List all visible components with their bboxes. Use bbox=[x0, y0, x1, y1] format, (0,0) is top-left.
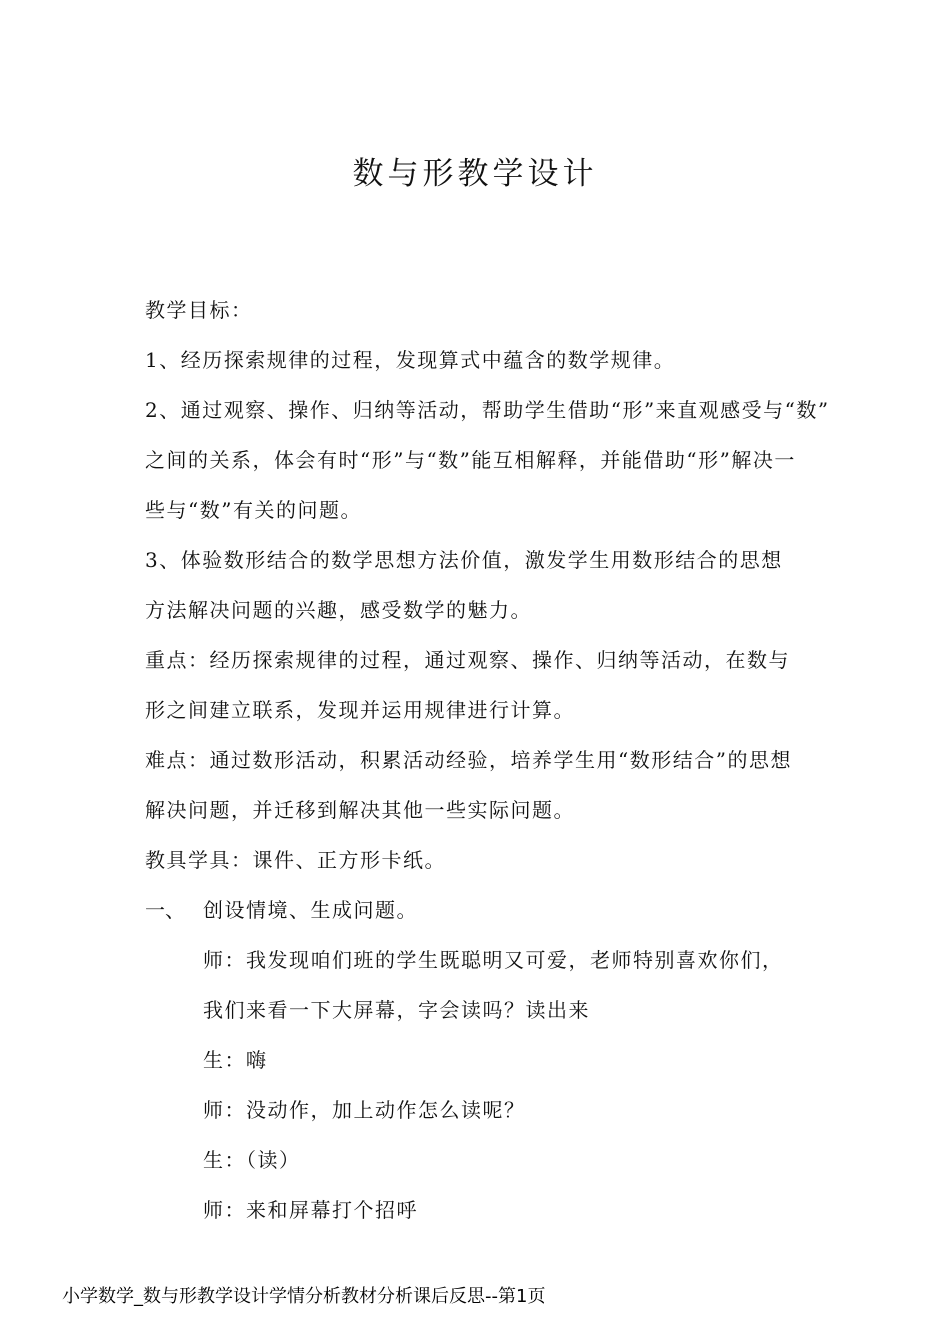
objective-2-line-2: 之间的关系，体会有时“形”与“数”能互相解释，并能借助“形”解决一 bbox=[145, 448, 796, 472]
objectives-heading: 教学目标： bbox=[145, 298, 253, 322]
objective-1: 1、经历探索规律的过程，发现算式中蕴含的数学规律。 bbox=[145, 348, 676, 372]
dialogue-line-1: 师：我发现咱们班的学生既聪明又可爱，老师特别喜欢你们， bbox=[203, 948, 784, 972]
key-point-line-1: 重点：经历探索规律的过程，通过观察、操作、归纳等活动，在数与 bbox=[145, 648, 790, 672]
section-heading: 创设情境、生成问题。 bbox=[203, 898, 418, 922]
page-footer: 小学数学_数与形教学设计学情分析教材分析课后反思--第1页 bbox=[62, 1286, 546, 1307]
teaching-aids: 教具学具：课件、正方形卡纸。 bbox=[145, 848, 446, 872]
difficulty-line-1: 难点：通过数形活动，积累活动经验，培养学生用“数形结合”的思想 bbox=[145, 748, 792, 772]
objective-3-line-2: 方法解决问题的兴趣，感受数学的魅力。 bbox=[145, 598, 532, 622]
objective-2-line-3: 些与“数”有关的问题。 bbox=[145, 498, 362, 522]
document-title: 数与形教学设计 bbox=[352, 156, 598, 192]
section-number: 一、 bbox=[145, 898, 185, 922]
objective-2-line-1: 2、通过观察、操作、归纳等活动，帮助学生借助“形”来直观感受与“数” bbox=[145, 398, 830, 422]
dialogue-line-2: 我们来看一下大屏幕，字会读吗？读出来 bbox=[203, 998, 590, 1022]
dialogue-line-5: 生：（读） bbox=[203, 1148, 301, 1172]
key-point-line-2: 形之间建立联系，发现并运用规律进行计算。 bbox=[145, 698, 575, 722]
objective-3-line-1: 3、体验数形结合的数学思想方法价值，激发学生用数形结合的思想 bbox=[145, 548, 783, 572]
difficulty-line-2: 解决问题，并迁移到解决其他一些实际问题。 bbox=[145, 798, 575, 822]
dialogue-line-6: 师：来和屏幕打个招呼 bbox=[203, 1198, 418, 1222]
dialogue-line-4: 师：没动作，加上动作怎么读呢？ bbox=[203, 1098, 526, 1122]
dialogue-line-3: 生：嗨 bbox=[203, 1048, 268, 1072]
